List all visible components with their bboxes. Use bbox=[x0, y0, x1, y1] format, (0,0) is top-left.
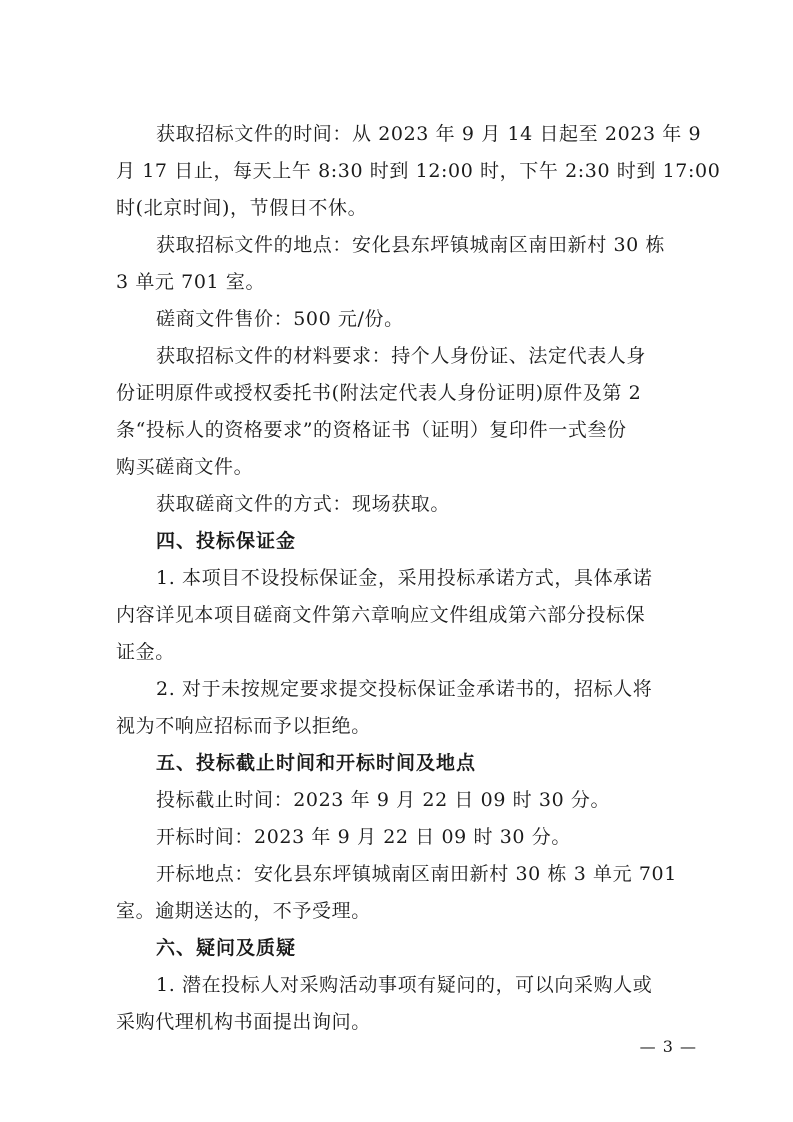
paragraph-line: 2. 对于未按规定要求提交投标保证金承诺书的，招标人将 bbox=[156, 678, 653, 700]
paragraph-line: 1. 潜在投标人对采购活动事项有疑问的，可以向采购人或 bbox=[156, 974, 653, 996]
paragraph-line: 室。逾期送达的，不予受理。 bbox=[116, 900, 371, 922]
paragraph-line: 开标时间：2023 年 9 月 22 日 09 时 30 分。 bbox=[156, 826, 571, 848]
paragraph-line: 采购代理机构书面提出询问。 bbox=[116, 1011, 371, 1033]
section-heading: 六、疑问及质疑 bbox=[156, 937, 297, 959]
paragraph-line: 购买磋商文件。 bbox=[116, 456, 254, 478]
paragraph-line: 内容详见本项目磋商文件第六章响应文件组成第六部分投标保 bbox=[116, 604, 646, 626]
paragraph-line: 磋商文件售价：500 元/份。 bbox=[156, 308, 404, 330]
section-heading: 四、投标保证金 bbox=[156, 530, 297, 552]
paragraph-line: 月 17 日止，每天上午 8:30 时到 12:00 时，下午 2:30 时到 17:00 bbox=[116, 160, 721, 182]
paragraph-line: 获取招标文件的材料要求：持个人身份证、法定代表人身 bbox=[156, 345, 647, 367]
paragraph-line: 获取招标文件的时间：从 2023 年 9 月 14 日起至 2023 年 9 bbox=[156, 123, 702, 145]
paragraph-line: 投标截止时间：2023 年 9 月 22 日 09 时 30 分。 bbox=[156, 789, 611, 811]
paragraph-line: 获取磋商文件的方式：现场获取。 bbox=[156, 493, 451, 515]
paragraph-line: 视为不响应招标而予以拒绝。 bbox=[116, 715, 371, 737]
paragraph-line: 证金。 bbox=[116, 641, 175, 663]
paragraph-line: 开标地点：安化县东坪镇城南区南田新村 30 栋 3 单元 701 bbox=[156, 863, 677, 885]
paragraph-line: 获取招标文件的地点：安化县东坪镇城南区南田新村 30 栋 bbox=[156, 234, 666, 256]
paragraph-line: 3 单元 701 室。 bbox=[116, 271, 266, 293]
section-heading: 五、投标截止时间和开标时间及地点 bbox=[156, 752, 477, 774]
paragraph-line: 时(北京时间)，节假日不休。 bbox=[116, 197, 368, 219]
paragraph-line: 条“投标人的资格要求”的资格证书（证明）复印件一式叁份 bbox=[116, 419, 627, 441]
paragraph-line: 份证明原件或授权委托书(附法定代表人身份证明)原件及第 2 bbox=[116, 382, 642, 404]
page-number: — 3 — bbox=[639, 1037, 697, 1056]
paragraph-line: 1. 本项目不设投标保证金，采用投标承诺方式，具体承诺 bbox=[156, 567, 653, 589]
